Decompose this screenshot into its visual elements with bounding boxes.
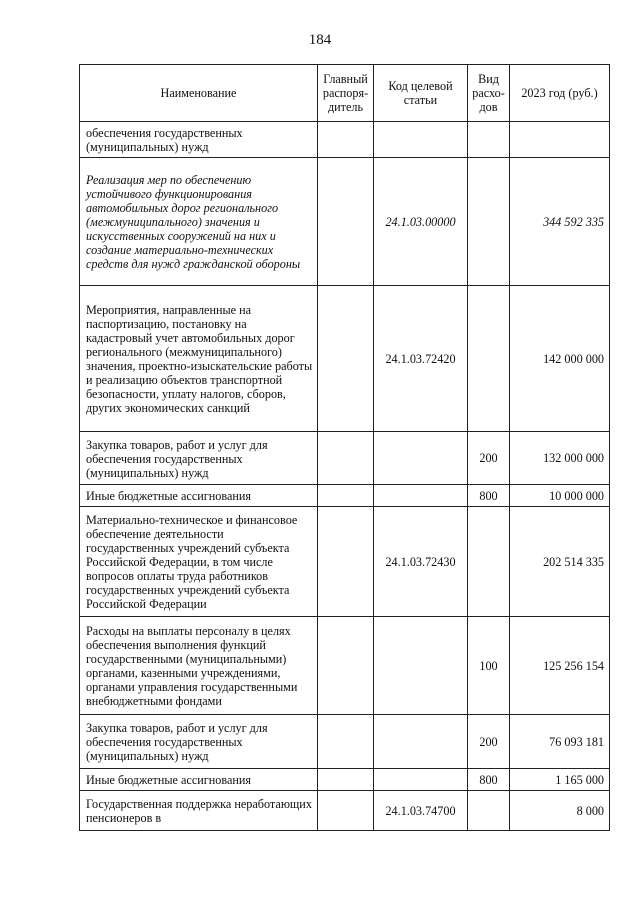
row-type: 800	[468, 485, 510, 507]
row-type: 200	[468, 715, 510, 769]
row-name: обеспечения государственных (муниципальных) нужд	[80, 122, 318, 158]
row-type: 800	[468, 769, 510, 791]
row-type	[468, 791, 510, 831]
row-name: Закупка товаров, работ и услуг для обеспечения государственных (муниципальных) нужд	[80, 715, 318, 769]
row-name: Реализация мер по обеспечению устойчивого функционирования автомобильных дорог регионального (межмуниципального) значения и искусственных сооружений на них и создание материально-технических средств для нужд гражданской обороны	[80, 158, 318, 286]
row-chief	[318, 769, 374, 791]
table-row	[80, 769, 610, 791]
header-expense-type: Вид расхо-дов	[468, 65, 510, 122]
row-amount: 202 514 335	[510, 507, 610, 617]
header-chief-manager: Главный распоря-дитель	[318, 65, 374, 122]
table-row	[80, 286, 610, 432]
row-code	[374, 617, 468, 715]
table-row	[80, 617, 610, 715]
row-code	[374, 122, 468, 158]
row-chief	[318, 715, 374, 769]
row-code	[374, 432, 468, 485]
header-amount: 2023 год (руб.)	[510, 65, 610, 122]
row-name: Расходы на выплаты персоналу в целях обеспечения выполнения функций государственными (муниципальными) органами, казенными учреждениями, органами управления государственными внебюджетными фондами	[80, 617, 318, 715]
row-code: 24.1.03.74700	[374, 791, 468, 831]
row-type: 100	[468, 617, 510, 715]
row-code: 24.1.03.00000	[374, 158, 468, 286]
row-type	[468, 507, 510, 617]
row-amount: 10 000 000	[510, 485, 610, 507]
row-amount: 344 592 335	[510, 158, 610, 286]
row-chief	[318, 485, 374, 507]
row-name: Иные бюджетные ассигнования	[80, 485, 318, 507]
row-code	[374, 715, 468, 769]
row-name: Иные бюджетные ассигнования	[80, 769, 318, 791]
row-chief	[318, 432, 374, 485]
page-number: 184	[308, 32, 332, 48]
row-name: Мероприятия, направленные на паспортизацию, постановку на кадастровый учет автомобильных дорог регионального (межмуниципального) значения, проектно-изыскательские работы и реализацию объектов транспортной безопасности, уплату налогов, сборов, других экономических санкций	[80, 286, 318, 432]
table-body	[80, 122, 610, 831]
table-row	[80, 158, 610, 286]
row-code: 24.1.03.72430	[374, 507, 468, 617]
row-code	[374, 769, 468, 791]
row-code	[374, 485, 468, 507]
row-chief	[318, 286, 374, 432]
row-type: 200	[468, 432, 510, 485]
row-amount: 125 256 154	[510, 617, 610, 715]
table-row	[80, 715, 610, 769]
row-amount: 76 093 181	[510, 715, 610, 769]
budget-table	[79, 64, 610, 831]
table-row	[80, 122, 610, 158]
table-header-row	[80, 65, 610, 122]
row-amount: 132 000 000	[510, 432, 610, 485]
row-chief	[318, 617, 374, 715]
row-chief	[318, 122, 374, 158]
row-type	[468, 122, 510, 158]
header-target-code: Код целевой статьи	[374, 65, 468, 122]
row-type	[468, 286, 510, 432]
row-amount: 8 000	[510, 791, 610, 831]
row-chief	[318, 507, 374, 617]
row-amount: 142 000 000	[510, 286, 610, 432]
table-row	[80, 432, 610, 485]
row-name: Закупка товаров, работ и услуг для обеспечения государственных (муниципальных) нужд	[80, 432, 318, 485]
table-row	[80, 791, 610, 831]
table-row	[80, 485, 610, 507]
row-chief	[318, 158, 374, 286]
header-name: Наименование	[80, 65, 318, 122]
row-chief	[318, 791, 374, 831]
row-name: Материально-техническое и финансовое обеспечение деятельности государственных учреждений субъекта Российской Федерации, в том числе вопросов оплаты труда работников государственных учреждений субъекта Российской Федерации	[80, 507, 318, 617]
table-row	[80, 507, 610, 617]
row-amount	[510, 122, 610, 158]
row-amount: 1 165 000	[510, 769, 610, 791]
row-type	[468, 158, 510, 286]
row-code: 24.1.03.72420	[374, 286, 468, 432]
row-name: Государственная поддержка неработающих пенсионеров в	[80, 791, 318, 831]
